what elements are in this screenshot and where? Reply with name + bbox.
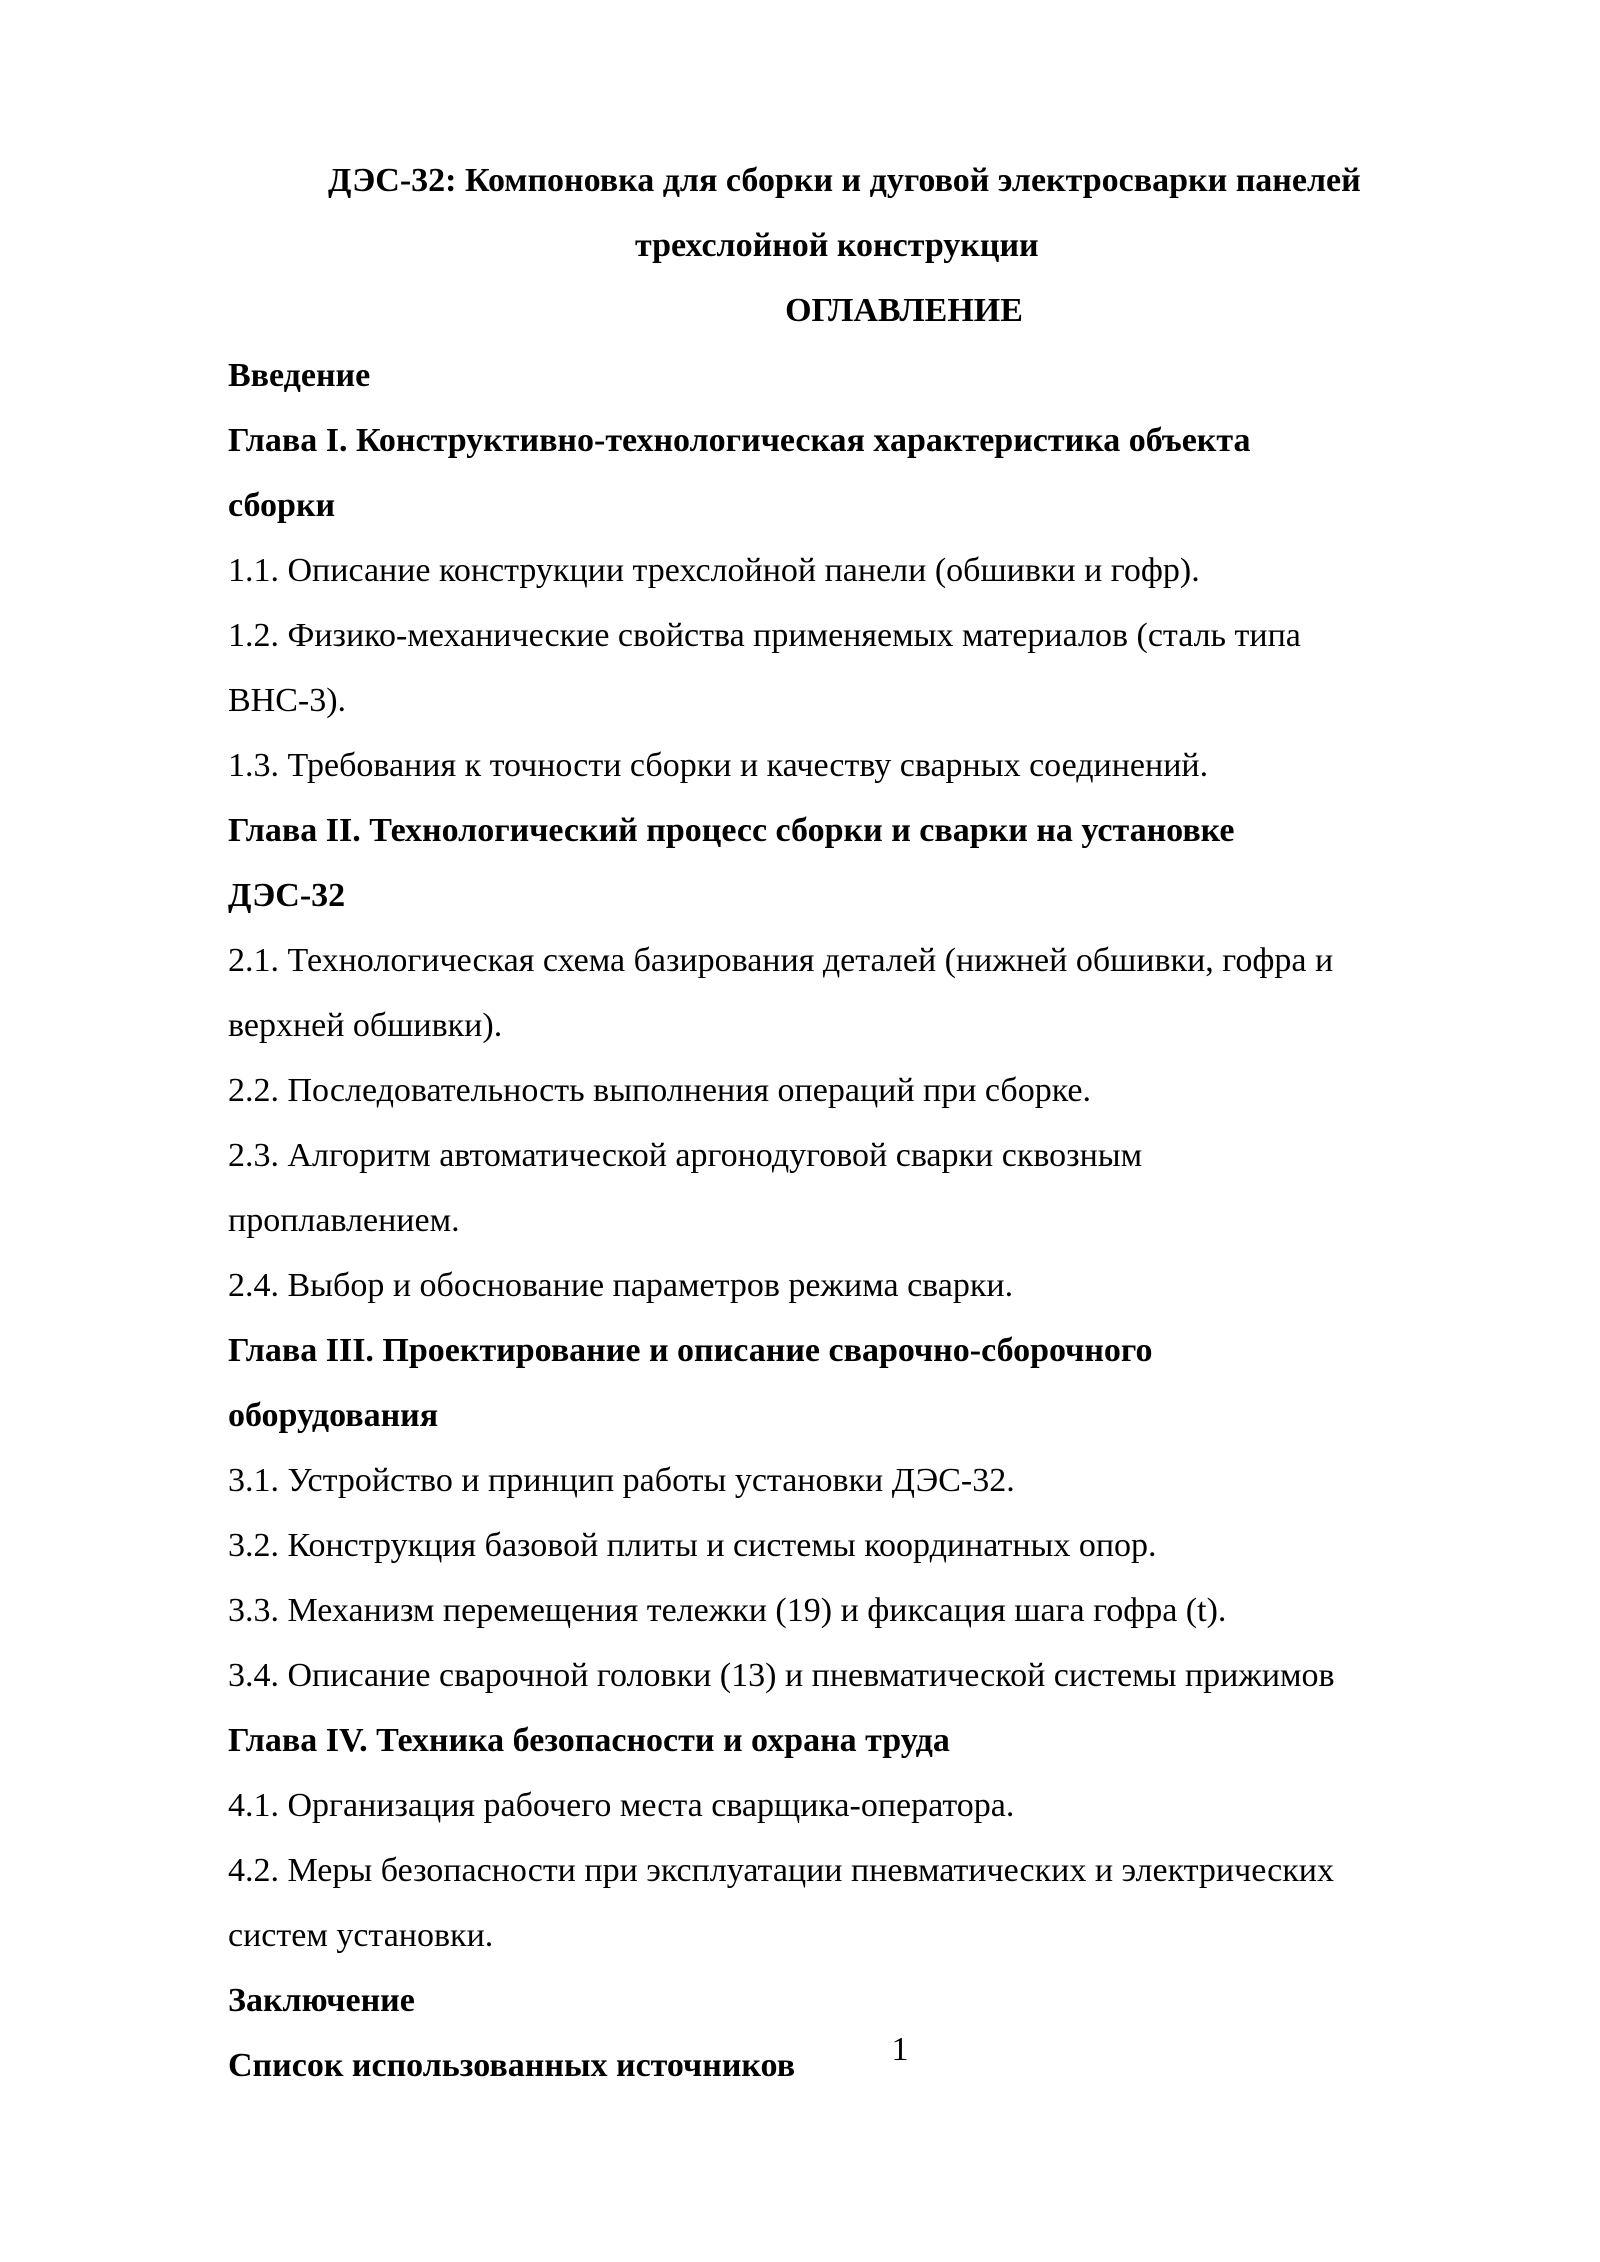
document-title-line-2: трехслойной конструкции — [635, 227, 1039, 264]
page-number: 1 — [891, 2031, 909, 2068]
toc-entry: 3.4. Описание сварочной головки (13) и пневматической системы прижимов — [228, 1657, 1335, 1694]
toc-entry: верхней обшивки). — [228, 1007, 503, 1044]
toc-entry: 1.3. Требования к точности сборки и качеству сварных соединений. — [228, 747, 1209, 784]
toc-section-heading: ДЭС-32 — [228, 877, 346, 914]
table-of-contents — [228, 343, 1488, 2098]
toc-entry: систем установки. — [228, 1917, 494, 1954]
toc-section-heading: Глава IV. Техника безопасности и охрана труда — [228, 1722, 950, 1759]
toc-entry: 1.2. Физико-механические свойства применяемых материалов (сталь типа — [228, 617, 1301, 654]
toc-section-heading: Введение — [228, 357, 371, 394]
toc-entry: 3.2. Конструкция базовой плиты и системы координатных опор. — [228, 1527, 1157, 1564]
document-title — [228, 148, 1558, 278]
toc-entry: 2.3. Алгоритм автоматической аргонодуговой сварки сквозным — [228, 1137, 1143, 1174]
document-title-line-1: ДЭС-32: Компоновка для сборки и дуговой электросварки панелей — [328, 162, 1361, 199]
toc-entry: проплавлением. — [228, 1202, 460, 1239]
toc-section-heading: Список использованных источников — [228, 2047, 796, 2084]
toc-section-heading: Глава II. Технологический процесс сборки и сварки на установке — [228, 812, 1235, 849]
toc-entry: 4.1. Организация рабочего места сварщика-оператора. — [228, 1787, 1015, 1824]
toc-section-heading: оборудования — [228, 1397, 439, 1434]
toc-entry: 1.1. Описание конструкции трехслойной панели (обшивки и гофр). — [228, 552, 1200, 589]
toc-entry: 3.1. Устройство и принцип работы установки ДЭС-32. — [228, 1462, 1015, 1499]
toc-section-heading: Глава III. Проектирование и описание сварочно-сборочного — [228, 1332, 1153, 1369]
toc-heading-text: ОГЛАВЛЕНИЕ — [785, 292, 1023, 329]
toc-entry: 3.3. Механизм перемещения тележки (19) и фиксация шага гофра (t). — [228, 1592, 1227, 1629]
toc-section-heading: Заключение — [228, 1982, 415, 2019]
toc-entry: ВНС-3). — [228, 682, 347, 719]
toc-entry: 2.1. Технологическая схема базирования деталей (нижней обшивки, гофра и — [228, 942, 1334, 979]
toc-section-heading: Глава I. Конструктивно-технологическая характеристика объекта — [228, 422, 1251, 459]
toc-entry: 4.2. Меры безопасности при эксплуатации пневматических и электрических — [228, 1852, 1334, 1889]
toc-section-heading: сборки — [228, 487, 336, 524]
toc-heading — [228, 278, 1488, 343]
toc-entry: 2.2. Последовательность выполнения операций при сборке. — [228, 1072, 1091, 1109]
toc-entry: 2.4. Выбор и обоснование параметров режима сварки. — [228, 1267, 1014, 1304]
